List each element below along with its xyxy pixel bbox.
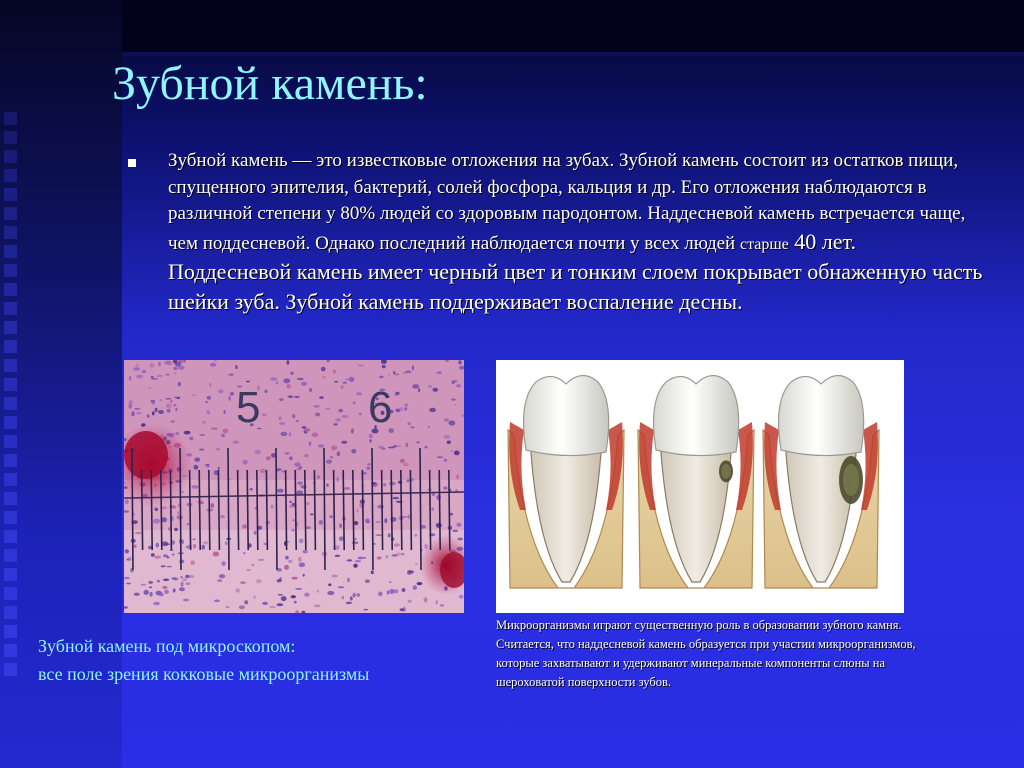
decorative-square bbox=[4, 302, 17, 315]
tooth-illustration bbox=[508, 375, 624, 588]
teeth-diagram-image bbox=[496, 360, 904, 613]
decorative-square bbox=[4, 245, 17, 258]
microscope-image bbox=[124, 360, 464, 613]
decorative-square bbox=[4, 150, 17, 163]
decorative-squares bbox=[4, 112, 44, 682]
scale-label-6: 6 bbox=[368, 383, 393, 432]
decorative-square bbox=[4, 416, 17, 429]
decorative-square bbox=[4, 568, 17, 581]
caption-microorganisms-line3: которые захватывают и удерживают минеральные компоненты слюны на bbox=[496, 656, 886, 670]
decorative-square bbox=[4, 625, 17, 638]
decorative-square bbox=[4, 549, 17, 562]
decorative-square bbox=[4, 207, 17, 220]
decorative-square bbox=[4, 321, 17, 334]
top-dark-bar bbox=[122, 0, 1024, 52]
slide-title: Зубной камень: bbox=[112, 57, 428, 110]
bullet-text-part3: 40 лет. Поддесневой камень имеет черный цвет и тонким слоем покрывает обнаженную часть шейки зуба. Зубной камень поддерживает воспаление десны. bbox=[168, 228, 983, 314]
caption-microscope-line2: все поле зрения кокковые микроорганизмы bbox=[38, 664, 370, 684]
bullet-text-part1: Зубной камень — это известковые отложения на зубах. Зубной камень состоит из остатков пищи, спущенного эпителия, бактерий, солей фосфора, кальция и др. Его отложения наблюдаются в различной степени у 80% людей со здоровым пародонтом. Наддесневой камень встречается чаще, чем поддесневой. Однако последний наблюдается почти у всех людей bbox=[168, 150, 966, 254]
decorative-square bbox=[4, 131, 17, 144]
decorative-square bbox=[4, 606, 17, 619]
decorative-square bbox=[4, 511, 17, 524]
tooth-illustration bbox=[638, 375, 754, 588]
decorative-square bbox=[4, 530, 17, 543]
decorative-square bbox=[4, 454, 17, 467]
decorative-square bbox=[4, 283, 17, 296]
decorative-square bbox=[4, 169, 17, 182]
decorative-square bbox=[4, 226, 17, 239]
caption-microorganisms-line1: Микроорганизмы играют существенную роль в образовании зубного камня. bbox=[496, 618, 902, 632]
decorative-square bbox=[4, 473, 17, 486]
bullet-square-icon bbox=[128, 159, 136, 167]
decorative-square bbox=[4, 492, 17, 505]
bullet-paragraph bbox=[168, 148, 983, 317]
decorative-square bbox=[4, 378, 17, 391]
decorative-square bbox=[4, 644, 17, 657]
scale-label-5: 5 bbox=[236, 383, 261, 432]
caption-microorganisms bbox=[496, 616, 1022, 692]
caption-microscope bbox=[38, 632, 488, 688]
decorative-square bbox=[4, 397, 17, 410]
tooth-illustration bbox=[763, 375, 879, 588]
decorative-square bbox=[4, 112, 17, 125]
decorative-square bbox=[4, 264, 17, 277]
caption-microorganisms-line4: шероховатой поверхности зубов. bbox=[496, 675, 671, 689]
caption-microscope-line1: Зубной камень под микроскопом: bbox=[38, 636, 296, 656]
decorative-square bbox=[4, 359, 17, 372]
caption-microorganisms-line2: Считается, что наддесневой камень образуется при участии микроорганизмов, bbox=[496, 637, 916, 651]
decorative-square bbox=[4, 188, 17, 201]
decorative-square bbox=[4, 663, 17, 676]
decorative-square bbox=[4, 435, 17, 448]
decorative-square bbox=[4, 340, 17, 353]
bullet-text-part2: старше bbox=[739, 235, 789, 253]
decorative-square bbox=[4, 587, 17, 600]
